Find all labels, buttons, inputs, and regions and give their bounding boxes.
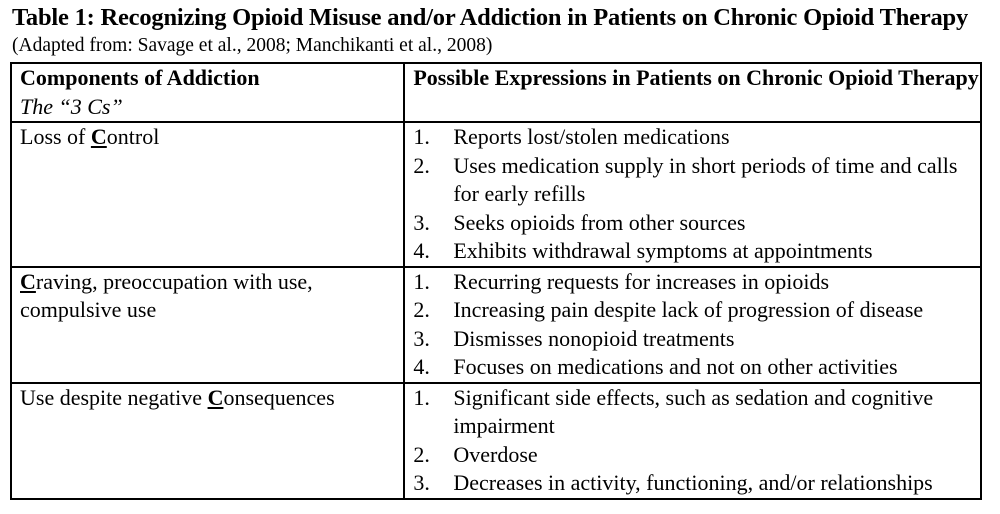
- list-item-text: Focuses on medications and not on other activities: [453, 354, 898, 379]
- list-item: [413, 325, 980, 354]
- expressions-list: [413, 123, 980, 266]
- expressions-cell: [404, 383, 981, 499]
- component-text-pre: Loss of: [20, 124, 91, 149]
- component-text-post: ontrol: [106, 124, 160, 149]
- component-cell: [11, 383, 404, 499]
- list-item: [413, 209, 980, 238]
- header-components: [11, 63, 404, 122]
- expressions-cell: [404, 122, 981, 267]
- list-item-number: 1.: [413, 268, 430, 294]
- list-item: [413, 353, 980, 382]
- table-subtitle: (Adapted from: Savage et al., 2008; Manchikanti et al., 2008): [12, 35, 493, 56]
- list-item-number: 2.: [413, 297, 430, 322]
- list-item-text: Overdose: [453, 441, 538, 467]
- list-item-text: Exhibits withdrawal symptoms at appointments: [453, 238, 873, 263]
- component-text-pre: Use despite negative: [20, 384, 208, 410]
- list-item: [413, 441, 980, 470]
- list-item: [413, 384, 980, 441]
- list-item-number: 1.: [413, 124, 430, 149]
- component-cell: [11, 122, 404, 267]
- list-item-text: Significant side effects, such as sedation and cognitive impairment: [453, 384, 934, 438]
- list-item: [413, 237, 980, 266]
- table-row: [11, 122, 981, 267]
- component-text-post: onsequences: [223, 384, 335, 410]
- list-item-text: Uses medication supply in short periods of time and calls for early refills: [453, 152, 958, 206]
- list-item-number: 4.: [413, 238, 430, 263]
- component-key-letter: C: [20, 268, 36, 294]
- table-row: [11, 267, 981, 383]
- expressions-list: [413, 384, 980, 498]
- list-item-number: 2.: [413, 441, 430, 467]
- list-item: [413, 123, 980, 152]
- list-item-number: 4.: [413, 354, 430, 379]
- list-item-text: Dismisses nonopioid treatments: [453, 325, 735, 351]
- table-row: [11, 383, 981, 499]
- list-item-number: 1.: [413, 384, 430, 410]
- addiction-table: [10, 62, 982, 500]
- expressions-cell: [404, 267, 981, 383]
- header-components-label: Components of Addiction: [20, 65, 260, 90]
- list-item-text: Recurring requests for increases in opioids: [453, 268, 830, 294]
- component-key-letter: C: [207, 384, 224, 410]
- list-item-number: 3.: [413, 470, 430, 495]
- list-item-number: 2.: [413, 152, 430, 178]
- list-item-number: 3.: [413, 325, 430, 351]
- table-title: Table 1: Recognizing Opioid Misuse and/or Addiction in Patients on Chronic Opioid Therapy: [12, 4, 969, 31]
- header-expressions: Possible Expressions in Patients on Chronic Opioid Therapy: [404, 63, 981, 122]
- table-header-row: [11, 63, 981, 122]
- list-item-number: 3.: [413, 209, 430, 235]
- expressions-list: [413, 268, 980, 382]
- list-item-text: Reports lost/stolen medications: [453, 124, 730, 149]
- list-item: [413, 469, 980, 498]
- component-text-post: raving, preoccupation with use, compulsive use: [20, 268, 313, 322]
- list-item-text: Decreases in activity, functioning, and/or relationships: [453, 470, 933, 495]
- list-item: [413, 296, 980, 325]
- list-item: [413, 152, 980, 209]
- list-item-text: Increasing pain despite lack of progression of disease: [453, 297, 924, 322]
- header-3cs-label: The “3 Cs”: [20, 93, 123, 119]
- component-cell: [11, 267, 404, 383]
- list-item: [413, 268, 980, 297]
- component-key-letter: C: [90, 124, 107, 149]
- list-item-text: Seeks opioids from other sources: [453, 209, 746, 235]
